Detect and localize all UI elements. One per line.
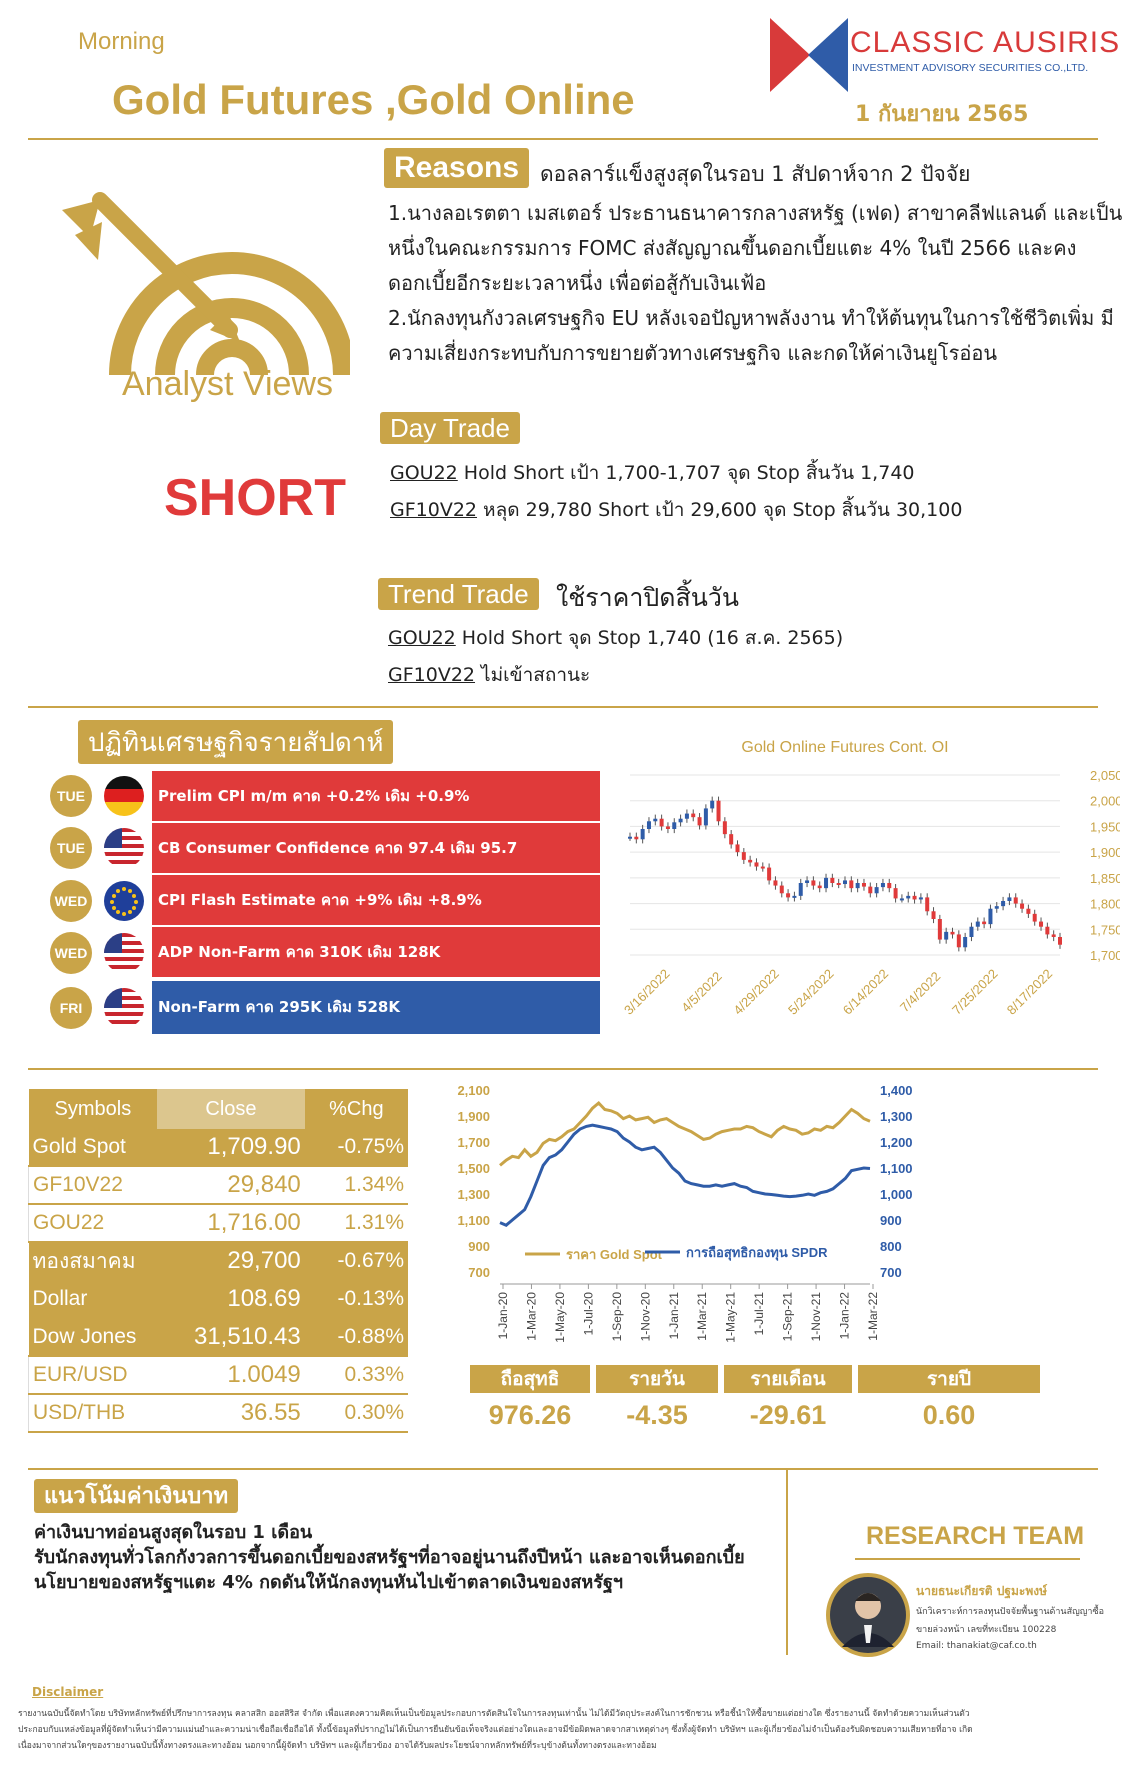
- usa-flag-icon: [104, 933, 144, 973]
- table-row: [29, 1318, 409, 1356]
- candle: [672, 822, 676, 829]
- y-tick-label: 1,850: [1090, 870, 1120, 886]
- disclaimer-title: Disclaimer: [32, 1685, 104, 1699]
- reasons-tag: Reasons: [384, 148, 529, 188]
- reason-line: 1.นางลอเรตตา เมสเตอร์ ประธานธนาคารกลางสหรัฐ (เฟด) สาขาคลีฟแลนด์ และเป็น: [388, 201, 1123, 225]
- usa-flag-icon: [104, 988, 144, 1028]
- calendar-event: [152, 771, 600, 821]
- legend-label: ราคา Gold Spot: [566, 1247, 662, 1262]
- usa-flag-icon: [104, 828, 144, 868]
- candle: [856, 883, 860, 888]
- reason-line: 2.นักลงทุนกังวลเศรษฐกิจ EU หลังเจอปัญหาพลังงาน ทำให้ต้นทุนในการใช้ชีวิตเพิ่ม มี: [388, 306, 1114, 330]
- close-cell: 31,510.43: [157, 1318, 305, 1356]
- symbol-cell: Dow Jones: [29, 1318, 158, 1356]
- table-row: [29, 1204, 409, 1242]
- baht-body: [34, 1520, 794, 1595]
- header-divider: [28, 138, 1098, 140]
- calendar-event-text: CPI Flash Estimate คาด +9% เดิม +8.9%: [158, 891, 482, 909]
- calendar-event-text: ADP Non-Farm คาด 310K เดิม 128K: [158, 943, 441, 961]
- candle: [944, 932, 948, 940]
- day-trade-tag: Day Trade: [380, 412, 520, 444]
- calendar-event-text: CB Consumer Confidence คาด 97.4 เดิม 95.7: [158, 839, 518, 857]
- symbol-cell: Gold Spot: [29, 1129, 158, 1166]
- y-right-tick-label: 700: [880, 1265, 902, 1280]
- close-cell: 1.0049: [157, 1356, 305, 1394]
- company-logo-icon: [770, 18, 848, 92]
- calendar-event: [152, 981, 600, 1034]
- table-row: [29, 1280, 409, 1318]
- close-cell: 108.69: [157, 1280, 305, 1318]
- candle: [881, 883, 885, 887]
- research-underline: [855, 1558, 1080, 1560]
- disclaimer-line: เนื่องมาจากส่วนใดๆของรายงานฉบับนี้ทั้งทางตรงและทางอ้อม นอกจากนี้ผู้จัดทำ บริษัทฯ และผู้เกี่ยวข้อง อาจได้รับผลประโยชน์จากหลักทรัพย์ที่ระบุข้างต้นทั้งทางตรงและทางอ้อม: [18, 1741, 657, 1751]
- day-badge: WED: [50, 880, 92, 922]
- candle: [685, 814, 689, 819]
- symbol-cell: EUR/USD: [29, 1356, 158, 1394]
- x-tick-label: 8/17/2022: [1003, 966, 1056, 1018]
- day-badge: WED: [50, 932, 92, 974]
- x-tick-label: 7/25/2022: [949, 966, 1001, 1018]
- x-tick-label: 1-Sep-21: [780, 1292, 795, 1342]
- germany-flag-icon: [104, 776, 144, 816]
- x-tick-label: 1-Mar-21: [695, 1292, 710, 1341]
- candle: [906, 896, 910, 899]
- day-badge: TUE: [50, 775, 92, 817]
- symbol-link[interactable]: GOU22: [390, 462, 458, 484]
- y-right-tick-label: 900: [880, 1213, 902, 1228]
- close-cell: 36.55: [157, 1394, 305, 1432]
- candle: [875, 887, 879, 893]
- candle: [717, 801, 721, 822]
- candle: [900, 898, 904, 900]
- x-tick-label: 1-Mar-20: [524, 1292, 539, 1341]
- trend-trade-row: [388, 623, 843, 653]
- candle: [862, 883, 866, 887]
- candle: [666, 826, 670, 829]
- candle: [1033, 914, 1037, 922]
- stat-value: -4.35: [626, 1400, 688, 1430]
- symbol-cell: GF10V22: [29, 1166, 158, 1204]
- symbol-link[interactable]: GF10V22: [388, 664, 476, 686]
- candle: [843, 880, 847, 884]
- close-cell: 1,709.90: [157, 1129, 305, 1166]
- signal-label: SHORT: [164, 469, 346, 527]
- chart-title: Gold Online Futures Cont. OI: [741, 739, 949, 756]
- candle: [641, 829, 645, 839]
- trend-trade-tag: Trend Trade: [378, 578, 539, 610]
- candle: [818, 886, 822, 889]
- table-header: Symbols: [29, 1089, 158, 1129]
- analyst-views-caption: Analyst Views: [122, 365, 334, 403]
- baht-line: รับนักลงทุนทั่วโลกกังวลการขึ้นดอกเบี้ยของสหรัฐฯที่อาจอยู่นานถึงปีหน้า และอาจเห็นดอกเบี้ย: [34, 1547, 745, 1568]
- candle: [799, 883, 803, 896]
- oi-chart: [620, 720, 1120, 1050]
- candle: [742, 852, 746, 860]
- x-tick-label: 5/24/2022: [785, 966, 837, 1018]
- chg-cell: -0.67%: [305, 1242, 408, 1280]
- calendar-event-text: Non-Farm คาด 295K เดิม 528K: [158, 998, 400, 1016]
- candle: [868, 887, 872, 894]
- stat-header: รายวัน: [596, 1365, 718, 1393]
- stat-value: 0.60: [922, 1400, 976, 1430]
- candle: [679, 819, 683, 823]
- disclaimer-line: ประกอบกับแหล่งข้อมูลที่ผู้จัดทำเห็นว่ามีความแม่นยำและความน่าเชื่อถือเชื่อถือได้ ทั้งนี้ข้อมูลที่ปรากฏไม่ได้เป็นการยืนยันข้อเท็จจริงแต่อย่างใดและอาจมีข้อผิดพลาดจากสาเหตุต่างๆ ซึ่งทั้งผู้จัดทำ บริษัทฯ และผู้เกี่ยวข้องไม่จำเป็นต้องรับผิดชอบความเสียหายที่อาจ เกิด: [18, 1725, 973, 1735]
- company-subtitle: INVESTMENT ADVISORY SECURITIES CO.,LTD.: [852, 62, 1089, 74]
- calendar-tag: ปฏิทินเศรษฐกิจรายสัปดาห์: [78, 720, 393, 764]
- analyst-license: ขายล่วงหน้า เลขที่ทะเบียน 100228: [916, 1625, 1057, 1635]
- table-header: Close: [157, 1089, 305, 1129]
- candle: [988, 909, 992, 924]
- candle: [792, 896, 796, 898]
- chg-cell: -0.13%: [305, 1280, 408, 1318]
- candle: [919, 897, 923, 899]
- candle: [805, 880, 809, 883]
- candle: [824, 878, 828, 888]
- chg-cell: 0.30%: [305, 1394, 408, 1432]
- day-badge: FRI: [50, 987, 92, 1029]
- candle: [754, 862, 758, 866]
- calendar-event-text: Prelim CPI m/m คาด +0.2% เดิม +0.9%: [158, 787, 470, 805]
- x-tick-label: 1-Mar-22: [866, 1292, 880, 1341]
- x-tick-label: 1-Sep-20: [609, 1292, 624, 1342]
- y-tick-label: 2,050: [1090, 768, 1120, 783]
- reason-line: หนึ่งในคณะกรรมการ FOMC ส่งสัญญาณขึ้นดอกเบี้ยแตะ 4% ในปี 2566 และคง: [388, 236, 1077, 260]
- x-tick-label: 4/5/2022: [678, 968, 725, 1016]
- candle: [773, 880, 777, 885]
- disclaimer-line: รายงานฉบับนี้จัดทำโดย บริษัทหลักทรัพย์ที่ปรึกษาการลงทุน คลาสสิก ออสสิริส จำกัด เพื่อแสดงความคิดเห็นเป็นข้อมูลประกอบการตัดสินใจในการลงทุนเท่านั้น ไม่ได้มีวัตถุประสงค์ในการชักชวน หรือชี้นำให้ซื้อขายแต่อย่างใด ซึ่งรายงานนี้ จัดทำด้วยความเห็นส่วนตัว: [18, 1709, 970, 1719]
- analyst-name: นายธนะเกียรติ ปฐมะพงษ์: [916, 1584, 1048, 1598]
- vertical-divider: [786, 1470, 788, 1655]
- y-tick-label: 1,700: [1090, 948, 1120, 963]
- section-divider: [28, 1468, 1098, 1470]
- symbol-cell: USD/THB: [29, 1394, 158, 1432]
- day-trade-text: Hold Short เป้า 1,700-1,707 จุด Stop สิ้นวัน 1,740: [457, 462, 915, 484]
- y-left-tick-label: 1,100: [457, 1213, 490, 1228]
- table-row: [29, 1129, 409, 1166]
- y-right-tick-label: 1,300: [880, 1109, 913, 1124]
- report-date: 1 กันยายน 2565: [855, 102, 1029, 127]
- table-row: [29, 1166, 409, 1204]
- symbol-link[interactable]: GOU22: [388, 627, 456, 649]
- candle: [704, 808, 708, 825]
- candle: [698, 817, 702, 825]
- candle: [849, 880, 853, 888]
- reasons-body: [388, 196, 1128, 371]
- table-row: [29, 1394, 409, 1432]
- candle: [761, 867, 765, 869]
- table-row: [29, 1356, 409, 1394]
- x-tick-label: 1-Jul-20: [581, 1292, 596, 1336]
- stat-value: -29.61: [749, 1400, 827, 1430]
- candle: [887, 883, 891, 888]
- calendar-event: [152, 823, 600, 873]
- stat-header: ถือสุทธิ: [470, 1365, 590, 1393]
- candle: [1045, 927, 1049, 935]
- day-trade-text: หลุด 29,780 Short เป้า 29,600 จุด Stop สิ้นวัน 30,100: [477, 499, 963, 521]
- candle: [932, 911, 936, 919]
- y-left-tick-label: 1,500: [457, 1161, 490, 1176]
- baht-line: ค่าเงินบาทอ่อนสูงสุดในรอบ 1 เดือน: [34, 1522, 313, 1543]
- avatar: [826, 1573, 910, 1657]
- symbol-link[interactable]: GF10V22: [390, 499, 478, 521]
- table-row: [29, 1242, 409, 1280]
- calendar-event: [152, 927, 600, 977]
- report-kicker: Morning: [78, 28, 165, 55]
- chg-cell: -0.88%: [305, 1318, 408, 1356]
- candle: [811, 880, 815, 885]
- disclaimer-body: [18, 1706, 1118, 1754]
- x-tick-label: 3/16/2022: [621, 966, 673, 1018]
- candle: [1020, 904, 1024, 909]
- chg-cell: -0.75%: [305, 1129, 408, 1166]
- company-name: CLASSIC AUSIRIS: [850, 26, 1121, 59]
- table-header: %Chg: [305, 1089, 408, 1129]
- chg-cell: 0.33%: [305, 1356, 408, 1394]
- y-tick-label: 1,950: [1090, 819, 1120, 835]
- y-left-tick-label: 1,300: [457, 1187, 490, 1202]
- analyst-role: นักวิเคราะห์การลงทุนปัจจัยพื้นฐานด้านสัญญาซื้อ: [916, 1607, 1104, 1617]
- candle: [1014, 897, 1018, 903]
- candle: [1026, 909, 1030, 914]
- candle: [786, 893, 790, 897]
- close-cell: 1,716.00: [157, 1204, 305, 1242]
- reason-line: ความเสี่ยงกระทบกับการขยายตัวทางเศรษฐกิจ และกดให้ค่าเงินยูโรอ่อน: [388, 341, 998, 365]
- candle: [951, 932, 955, 935]
- baht-tag: แนวโน้มค่าเงินบาท: [34, 1479, 238, 1513]
- candle: [938, 919, 942, 940]
- candle: [628, 837, 632, 839]
- candle: [982, 922, 986, 925]
- y-left-tick-label: 2,100: [457, 1083, 490, 1098]
- candle: [969, 927, 973, 937]
- y-right-tick-label: 1,200: [880, 1135, 913, 1150]
- y-left-tick-label: 900: [468, 1239, 490, 1254]
- day-trade-row: [390, 495, 962, 525]
- symbol-cell: ทองสมาคม: [29, 1242, 158, 1280]
- candle: [736, 844, 740, 852]
- symbol-cell: Dollar: [29, 1280, 158, 1318]
- y-tick-label: 1,750: [1090, 922, 1120, 938]
- y-right-tick-label: 1,100: [880, 1161, 913, 1176]
- section-divider: [28, 706, 1098, 708]
- calendar-event: [152, 875, 600, 925]
- candle: [830, 878, 834, 883]
- symbol-cell: GOU22: [29, 1204, 158, 1242]
- section-divider: [28, 1068, 1098, 1070]
- candle: [925, 897, 929, 911]
- trend-trade-row: [388, 660, 590, 690]
- candle: [1039, 922, 1043, 927]
- y-tick-label: 1,900: [1090, 845, 1120, 861]
- close-cell: 29,840: [157, 1166, 305, 1204]
- x-tick-label: 6/14/2022: [839, 966, 892, 1018]
- x-tick-label: 1-Nov-21: [809, 1292, 824, 1342]
- x-tick-label: 1-Jan-22: [837, 1292, 852, 1340]
- y-right-tick-label: 800: [880, 1239, 902, 1254]
- candle: [729, 834, 733, 844]
- candle: [647, 821, 651, 829]
- x-tick-label: 1-May-20: [552, 1292, 567, 1343]
- candle: [691, 814, 695, 818]
- candle: [634, 837, 638, 840]
- candle: [837, 883, 841, 885]
- candle: [653, 819, 657, 822]
- x-tick-label: 1-May-21: [723, 1292, 738, 1343]
- candle: [995, 906, 999, 909]
- y-left-tick-label: 1,700: [457, 1135, 490, 1150]
- market-table: [28, 1089, 408, 1433]
- candle: [976, 922, 980, 927]
- report-title: Gold Futures ,Gold Online: [112, 76, 635, 123]
- candle: [710, 801, 714, 809]
- table-header-row: [29, 1089, 409, 1129]
- stat-value: 976.26: [488, 1400, 572, 1430]
- gold-spdr-chart: [450, 1072, 1010, 1362]
- candle: [894, 888, 898, 898]
- y-tick-label: 2,000: [1090, 793, 1120, 809]
- chg-cell: 1.34%: [305, 1166, 408, 1204]
- stat-header: รายเดือน: [724, 1365, 852, 1393]
- trend-trade-text: Hold Short จุด Stop 1,740 (16 ส.ค. 2565): [455, 627, 844, 649]
- y-tick-label: 1,800: [1090, 896, 1120, 912]
- reasons-headline: ดอลลาร์แข็งสูงสุดในรอบ 1 สัปดาห์จาก 2 ปัจจัย: [540, 162, 971, 186]
- candle: [723, 821, 727, 834]
- x-tick-label: 1-Jul-21: [752, 1292, 767, 1336]
- x-tick-label: 1-Nov-20: [638, 1292, 653, 1342]
- chg-cell: 1.31%: [305, 1204, 408, 1242]
- candle: [913, 896, 917, 900]
- candle: [660, 819, 664, 827]
- x-tick-label: 1-Jan-20: [496, 1292, 510, 1340]
- day-trade-row: [390, 458, 915, 488]
- x-tick-label: 4/29/2022: [730, 966, 782, 1018]
- baht-line: นโยบายของสหรัฐฯแตะ 4% กดดันให้นักลงทุนหันไปเข้าตลาดเงินของสหรัฐฯ: [34, 1572, 623, 1593]
- candle: [767, 868, 771, 881]
- candle: [963, 937, 967, 947]
- research-team-title: RESEARCH TEAM: [866, 1522, 1085, 1550]
- y-left-tick-label: 1,900: [457, 1109, 490, 1124]
- y-right-tick-label: 1,000: [880, 1187, 913, 1202]
- legend-label: การถือสุทธิกองทุน SPDR: [686, 1245, 828, 1260]
- day-badge: TUE: [50, 827, 92, 869]
- reason-line: ดอกเบี้ยอีกระยะเวลาหนึ่ง เพื่อต่อสู้กับเงินเฟ้อ: [388, 271, 767, 295]
- candle: [1007, 897, 1011, 901]
- candle: [957, 934, 961, 947]
- y-left-tick-label: 700: [468, 1265, 490, 1280]
- trend-trade-text: ไม่เข้าสถานะ: [475, 664, 591, 686]
- eu-flag-icon: [104, 881, 144, 921]
- candle: [780, 886, 784, 894]
- analyst-email[interactable]: Email: thanakiat@caf.co.th: [916, 1641, 1037, 1651]
- trend-trade-subtitle: ใช้ราคาปิดสิ้นวัน: [556, 583, 739, 612]
- close-cell: 29,700: [157, 1242, 305, 1280]
- candle: [1058, 937, 1062, 945]
- x-tick-label: 1-Jan-21: [666, 1292, 681, 1340]
- stat-header: รายปี: [858, 1365, 1040, 1393]
- candle: [748, 860, 752, 863]
- x-tick-label: 7/4/2022: [896, 968, 944, 1016]
- candle: [1052, 934, 1056, 937]
- y-right-tick-label: 1,400: [880, 1083, 913, 1098]
- candle: [1001, 901, 1005, 906]
